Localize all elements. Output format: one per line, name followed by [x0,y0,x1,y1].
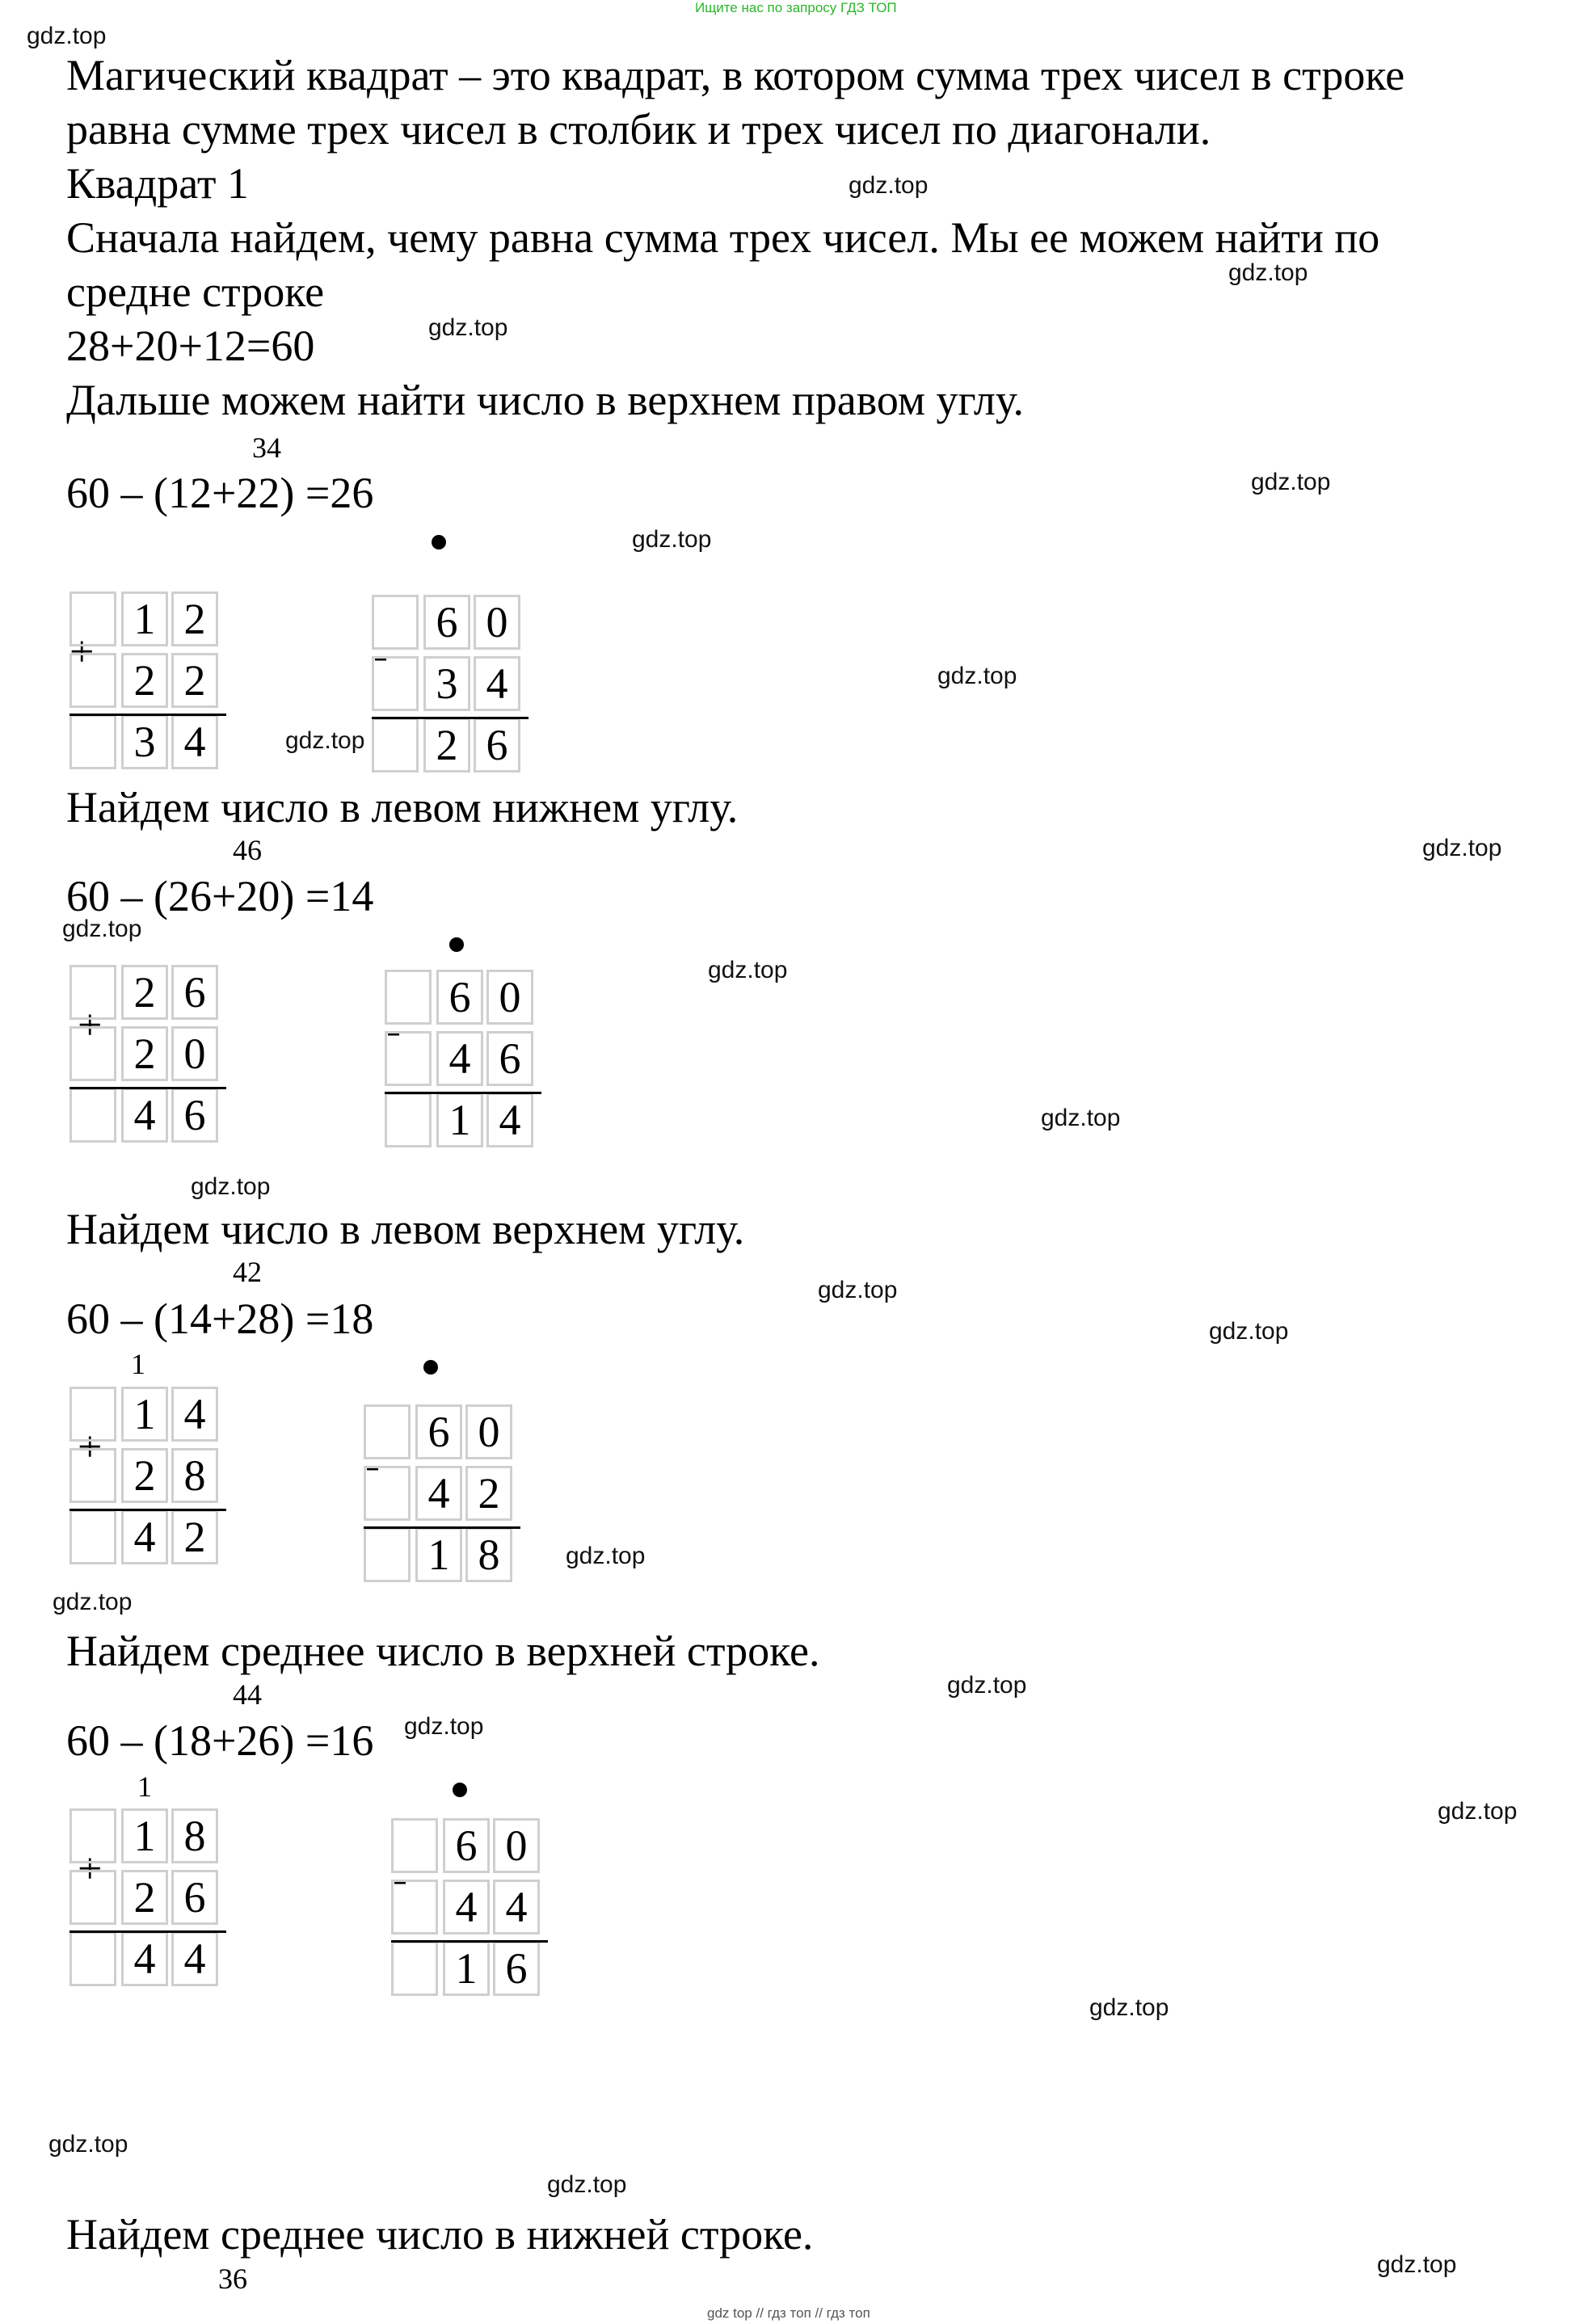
digit-cell: 1 [121,1387,168,1442]
digit-cell: 2 [171,1509,218,1564]
blank-cell [385,1031,432,1086]
watermark: gdz.top [937,663,1017,689]
blank-cell [372,718,419,773]
digit-cell: 4 [171,1931,218,1986]
digit-cell: 0 [465,1404,512,1459]
digit-cell: 8 [465,1527,512,1582]
watermark: gdz.top [547,2171,627,2198]
digit-cell: 6 [423,595,470,650]
digit-cell: 1 [436,1093,483,1147]
blank-cell [391,1941,438,1996]
digit-cell: 0 [486,970,533,1025]
digit-cell: 2 [423,718,470,773]
sum-equation: 28+20+12=60 [66,322,315,370]
watermark: gdz.top [1422,835,1502,861]
minus-sign: - [393,1854,407,1902]
watermark: gdz.top [27,23,107,49]
blank-cell [372,595,419,650]
watermark: gdz.top [566,1543,646,1569]
digit-cell: 4 [436,1031,483,1086]
watermark: gdz.top [818,1277,898,1303]
blank-cell [364,1466,411,1521]
step-equation: 60 – (12+22) =26 [66,469,374,517]
digit-cell: 6 [486,1031,533,1086]
blank-cell [69,1026,116,1081]
step-equation: 60 – (26+20) =14 [66,872,374,920]
watermark: gdz.top [62,916,142,942]
blank-cell [69,1387,116,1442]
digit-cell: 0 [474,595,520,650]
intro-line: Сначала найдем, чему равна сумма трех чисел. Мы ее можем найти по [66,213,1380,262]
digit-cell: 0 [171,1026,218,1081]
digit-cell: 8 [171,1808,218,1863]
digit-cell: 2 [121,1870,168,1925]
watermark: gdz.top [632,526,712,553]
watermark: gdz.top [1251,469,1331,495]
watermark: gdz.top [48,2131,128,2158]
digit-cell: 3 [121,714,168,769]
digit-cell: 6 [171,965,218,1020]
digit-cell: 6 [415,1404,462,1459]
watermark: gdz.top [285,727,365,754]
step-superscript: 36 [218,2263,247,2295]
sum-line [69,1930,226,1933]
plus-sign: + [78,1000,103,1049]
watermark: gdz.top [428,314,508,341]
watermark: gdz.top [1228,259,1308,286]
sum-line [69,1087,226,1089]
step-superscript: 44 [233,1678,262,1711]
digit-cell: 6 [474,718,520,773]
digit-cell: 8 [171,1448,218,1503]
digit-cell: 4 [121,1931,168,1986]
digit-cell: 6 [436,970,483,1025]
intro-line: равна сумме трех чисел в столбик и трех чисел по диагонали. [66,105,1211,154]
watermark: gdz.top [1041,1105,1121,1131]
blank-cell [364,1527,411,1582]
watermark: gdz.top [191,1173,271,1200]
step-heading: Найдем число в левом нижнем углу. [66,783,739,832]
watermark: gdz.top [1209,1318,1289,1345]
blank-cell [385,970,432,1025]
blank-cell [69,965,116,1020]
digit-cell: 2 [171,592,218,646]
step-heading: Найдем число в левом верхнем углу. [66,1205,745,1253]
blank-cell [69,653,116,708]
blank-cell [385,1093,432,1147]
minus-sign: - [386,1005,401,1054]
digit-cell: 4 [121,1088,168,1143]
digit-cell: 6 [171,1088,218,1143]
digit-cell: 4 [486,1093,533,1147]
digit-cell: 2 [121,1026,168,1081]
digit-cell: 6 [171,1870,218,1925]
blank-cell [69,1870,116,1925]
difference-line [385,1092,541,1094]
multiply-dot [453,1783,467,1797]
watermark: gdz.top [1377,2251,1457,2278]
digit-cell: 2 [121,965,168,1020]
watermark: gdz.top [849,172,929,199]
square-title: Квадрат 1 [66,159,249,208]
footer-links[interactable]: gdz top // гдз топ // гдз топ [707,2305,870,2321]
minus-sign: - [373,630,388,679]
blank-cell [391,1880,438,1935]
digit-cell: 1 [415,1527,462,1582]
blank-cell [69,1088,116,1143]
plus-sign: + [78,1844,103,1892]
blank-cell [69,1448,116,1503]
blank-cell [69,1808,116,1863]
blank-cell [69,592,116,646]
digit-cell: 4 [474,656,520,711]
step-equation: 60 – (14+28) =18 [66,1295,374,1343]
watermark: gdz.top [1089,1994,1169,2021]
step-heading: Найдем среднее число в нижней строке. [66,2210,814,2259]
blank-cell [69,1931,116,1986]
digit-cell: 4 [443,1880,490,1935]
step-superscript: 34 [252,432,281,464]
watermark: gdz.top [947,1672,1027,1699]
blank-cell [391,1818,438,1873]
watermark: gdz.top [1438,1798,1518,1825]
step-heading: Найдем среднее число в верхней строке. [66,1627,820,1675]
digit-cell: 2 [121,1448,168,1503]
digit-cell: 6 [493,1941,540,1996]
intro-line: средне строке [66,267,325,316]
step-superscript: 42 [233,1256,262,1288]
digit-cell: 4 [493,1880,540,1935]
multiply-dot [432,535,446,549]
intro-line: Магический квадрат – это квадрат, в котором сумма трех чисел в строке [66,51,1405,99]
digit-cell: 4 [171,1387,218,1442]
step-superscript: 46 [233,834,262,866]
digit-cell: 1 [443,1941,490,1996]
blank-cell [69,1509,116,1564]
digit-cell: 4 [415,1466,462,1521]
blank-cell [372,656,419,711]
difference-line [364,1526,520,1529]
carry-digit: 1 [131,1348,145,1380]
digit-cell: 0 [493,1818,540,1873]
digit-cell: 6 [443,1818,490,1873]
digit-cell: 3 [423,656,470,711]
minus-sign: - [365,1440,380,1488]
digit-cell: 4 [171,714,218,769]
top-banner[interactable]: Ищите нас по запросу ГДЗ ТОП [695,0,897,15]
digit-cell: 4 [121,1509,168,1564]
digit-cell: 2 [171,653,218,708]
blank-cell [364,1404,411,1459]
digit-cell: 2 [465,1466,512,1521]
multiply-dot [423,1360,438,1375]
sum-line [69,714,226,716]
watermark: gdz.top [53,1589,133,1615]
blank-cell [69,714,116,769]
intro-line: Дальше можем найти число в верхнем правом углу. [66,376,1024,424]
difference-line [372,717,528,719]
step-equation: 60 – (18+26) =16 [66,1716,374,1765]
digit-cell: 1 [121,1808,168,1863]
sum-line [69,1509,226,1511]
watermark: gdz.top [708,957,788,983]
watermark: gdz.top [404,1713,484,1740]
plus-sign: + [78,1422,103,1471]
digit-cell: 2 [121,653,168,708]
digit-cell: 1 [121,592,168,646]
carry-digit: 1 [137,1770,152,1803]
plus-sign: + [69,627,95,676]
multiply-dot [449,937,464,952]
difference-line [391,1940,548,1943]
